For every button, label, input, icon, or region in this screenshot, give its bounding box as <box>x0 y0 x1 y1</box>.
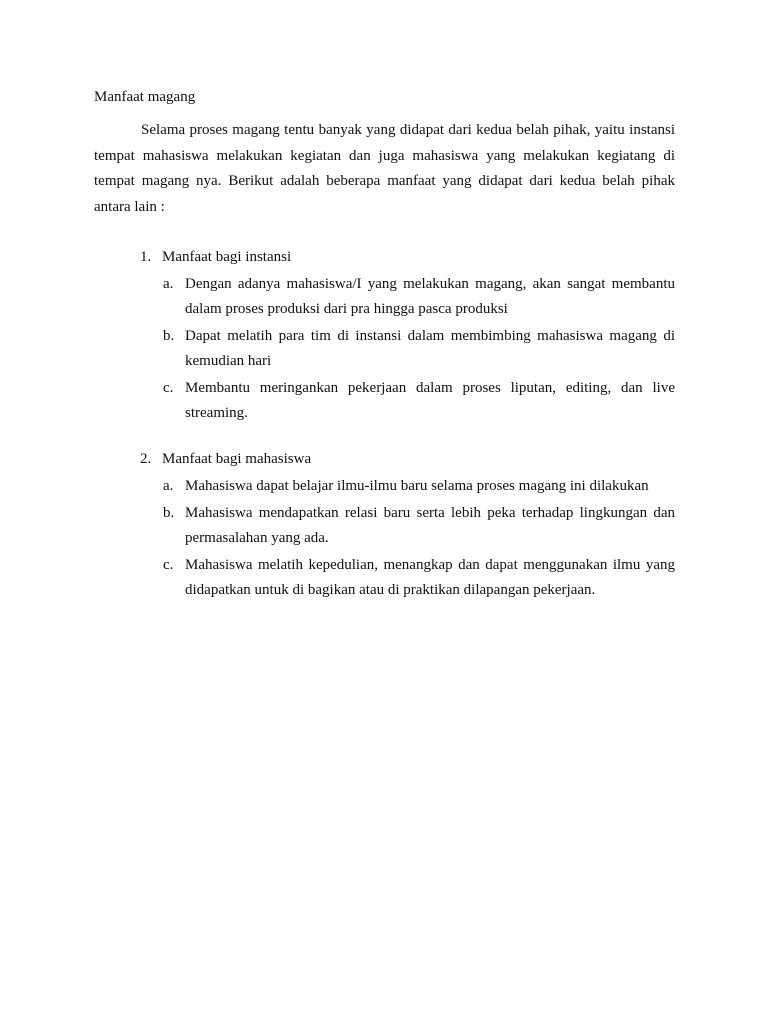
list-item-letter: c. <box>163 557 174 573</box>
section-title: Manfaat bagi mahasiswa <box>162 451 312 467</box>
list-item-letter: c. <box>163 380 174 396</box>
list-item-text: Mahasiswa dapat belajar ilmu-ilmu baru selama proses magang ini dilakukan <box>185 478 649 494</box>
section-header <box>94 246 675 270</box>
section-title: Manfaat bagi instansi <box>162 249 292 265</box>
list-item-letter: b. <box>163 328 175 344</box>
section-benefits-student <box>94 448 675 603</box>
list-item <box>94 272 675 322</box>
section-benefits-institution <box>94 246 675 426</box>
list-item-text: Membantu meringankan pekerjaan dalam proses liputan, editing, dan live streaming. <box>185 380 675 421</box>
list-item-letter: a. <box>163 276 174 292</box>
section-number: 2. <box>140 451 152 467</box>
list-item-letter: a. <box>163 478 174 494</box>
section-number: 1. <box>140 249 152 265</box>
list-item <box>94 553 675 603</box>
list-item-text: Dapat melatih para tim di instansi dalam membimbing mahasiswa magang di kemudian hari <box>185 328 675 369</box>
list-item-text: Mahasiswa mendapatkan relasi baru serta lebih peka terhadap lingkungan dan permasalahan yang ada. <box>185 505 675 546</box>
list-item-text: Mahasiswa melatih kepedulian, menangkap dan dapat menggunakan ilmu yang didapatkan untuk di bagikan atau di praktikan dilapangan pekerjaan. <box>185 557 675 598</box>
list-item <box>94 324 675 374</box>
list-item-letter: b. <box>163 505 175 521</box>
intro-paragraph: Selama proses magang tentu banyak yang didapat dari kedua belah pihak, yaitu instansi tempat mahasiswa melakukan kegiatan dan juga mahasiswa yang melakukan kegiatang di tempat magang nya. Berikut adalah beberapa manfaat yang didapat dari kedua belah pihak antara lain : <box>94 122 675 215</box>
list-item <box>94 501 675 551</box>
document-heading: Manfaat magang <box>94 89 196 105</box>
list-item-text: Dengan adanya mahasiswa/I yang melakukan magang, akan sangat membantu dalam proses produksi dari pra hingga pasca produksi <box>185 276 675 317</box>
list-item <box>94 376 675 426</box>
section-header <box>94 448 675 472</box>
list-item <box>94 474 675 499</box>
